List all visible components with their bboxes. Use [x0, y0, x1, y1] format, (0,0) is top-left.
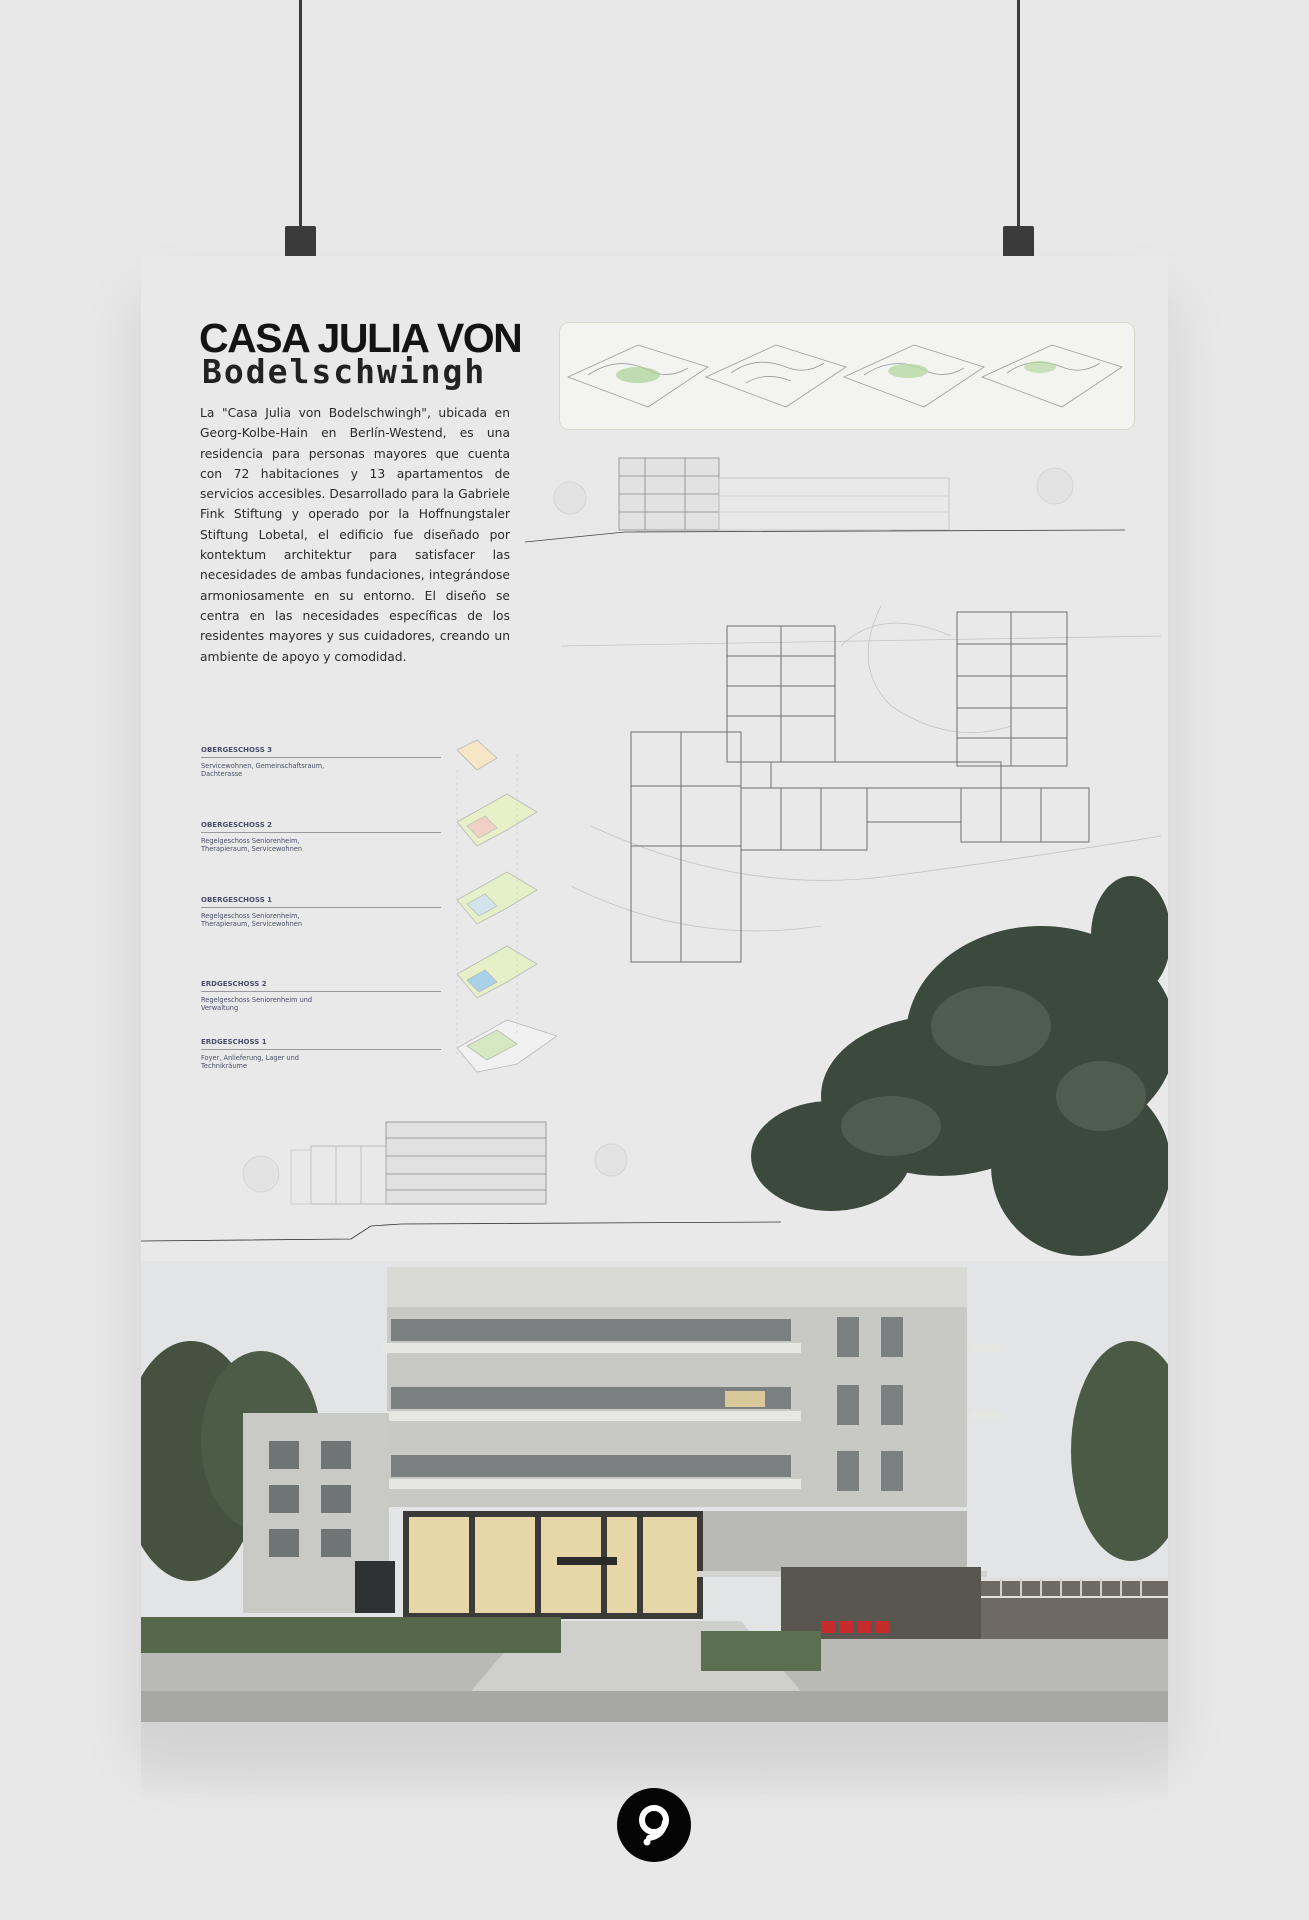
- floor-item: [201, 746, 441, 778]
- building-photo: [141, 1261, 1168, 1722]
- floor-item: [201, 980, 441, 1012]
- site-plan-strip: [559, 322, 1135, 430]
- brand-logo-icon: [617, 1788, 691, 1862]
- hanging-wire-right: [1017, 0, 1020, 230]
- floor-item: [201, 1038, 441, 1070]
- floor-description: Regelgeschoss Seniorenheim, Therapieraum, Servicewohnen: [201, 837, 303, 853]
- floor-name: ERDGESCHOSS 1: [201, 1038, 441, 1050]
- floor-name: ERDGESCHOSS 2: [201, 980, 441, 992]
- hanging-wire-left: [299, 0, 302, 230]
- floor-item: [201, 821, 441, 853]
- floor-name: OBERGESCHOSS 3: [201, 746, 441, 758]
- floor-description: Foyer, Anlieferung, Lager und Technikräume: [201, 1054, 299, 1070]
- elevation-drawing-top: [525, 446, 1145, 546]
- floor-name: OBERGESCHOSS 1: [201, 896, 441, 908]
- floor-name: OBERGESCHOSS 2: [201, 821, 441, 833]
- site-plan-drawings: [560, 323, 1134, 429]
- floor-description: Regelgeschoss Seniorenheim, Therapieraum, Servicewohnen: [201, 912, 303, 928]
- tree-canopy-illustration: [741, 876, 1168, 1266]
- architecture-poster: [141, 256, 1168, 1722]
- floor-item: [201, 896, 441, 928]
- poster-subtitle: Bodelschwingh: [202, 352, 487, 391]
- floor-description: Regelgeschoss Seniorenheim und Verwaltung: [201, 996, 313, 1012]
- project-description: La "Casa Julia von Bodelschwingh", ubicada en Georg-Kolbe-Hain en Berlín-Westend, es una residencia para personas mayores que cuenta con 72 habitaciones y 13 apartamentos de servicios accesibles. Desarrollado para la Gabriele Fink Stiftung y operado por la Hoffnungstaler Stiftung Lobetal, el edificio fue diseñado por kontektum architektur para satisfacer las necesidades de ambas fundaciones, integrándose armoniosamente en su entorno. El diseño se centra en las necesidades específicas de los residentes mayores y sus cuidadores, creando un ambiente de apoyo y comodidad.: [200, 406, 510, 664]
- poster-title: CASA JULIA VON: [199, 315, 522, 361]
- elevation-drawing-bottom: [141, 1116, 781, 1256]
- floor-description: Servicewohnen, Gemeinschaftsraum, Dachterasse: [201, 762, 325, 778]
- axonometric-floors-diagram: [447, 734, 577, 1080]
